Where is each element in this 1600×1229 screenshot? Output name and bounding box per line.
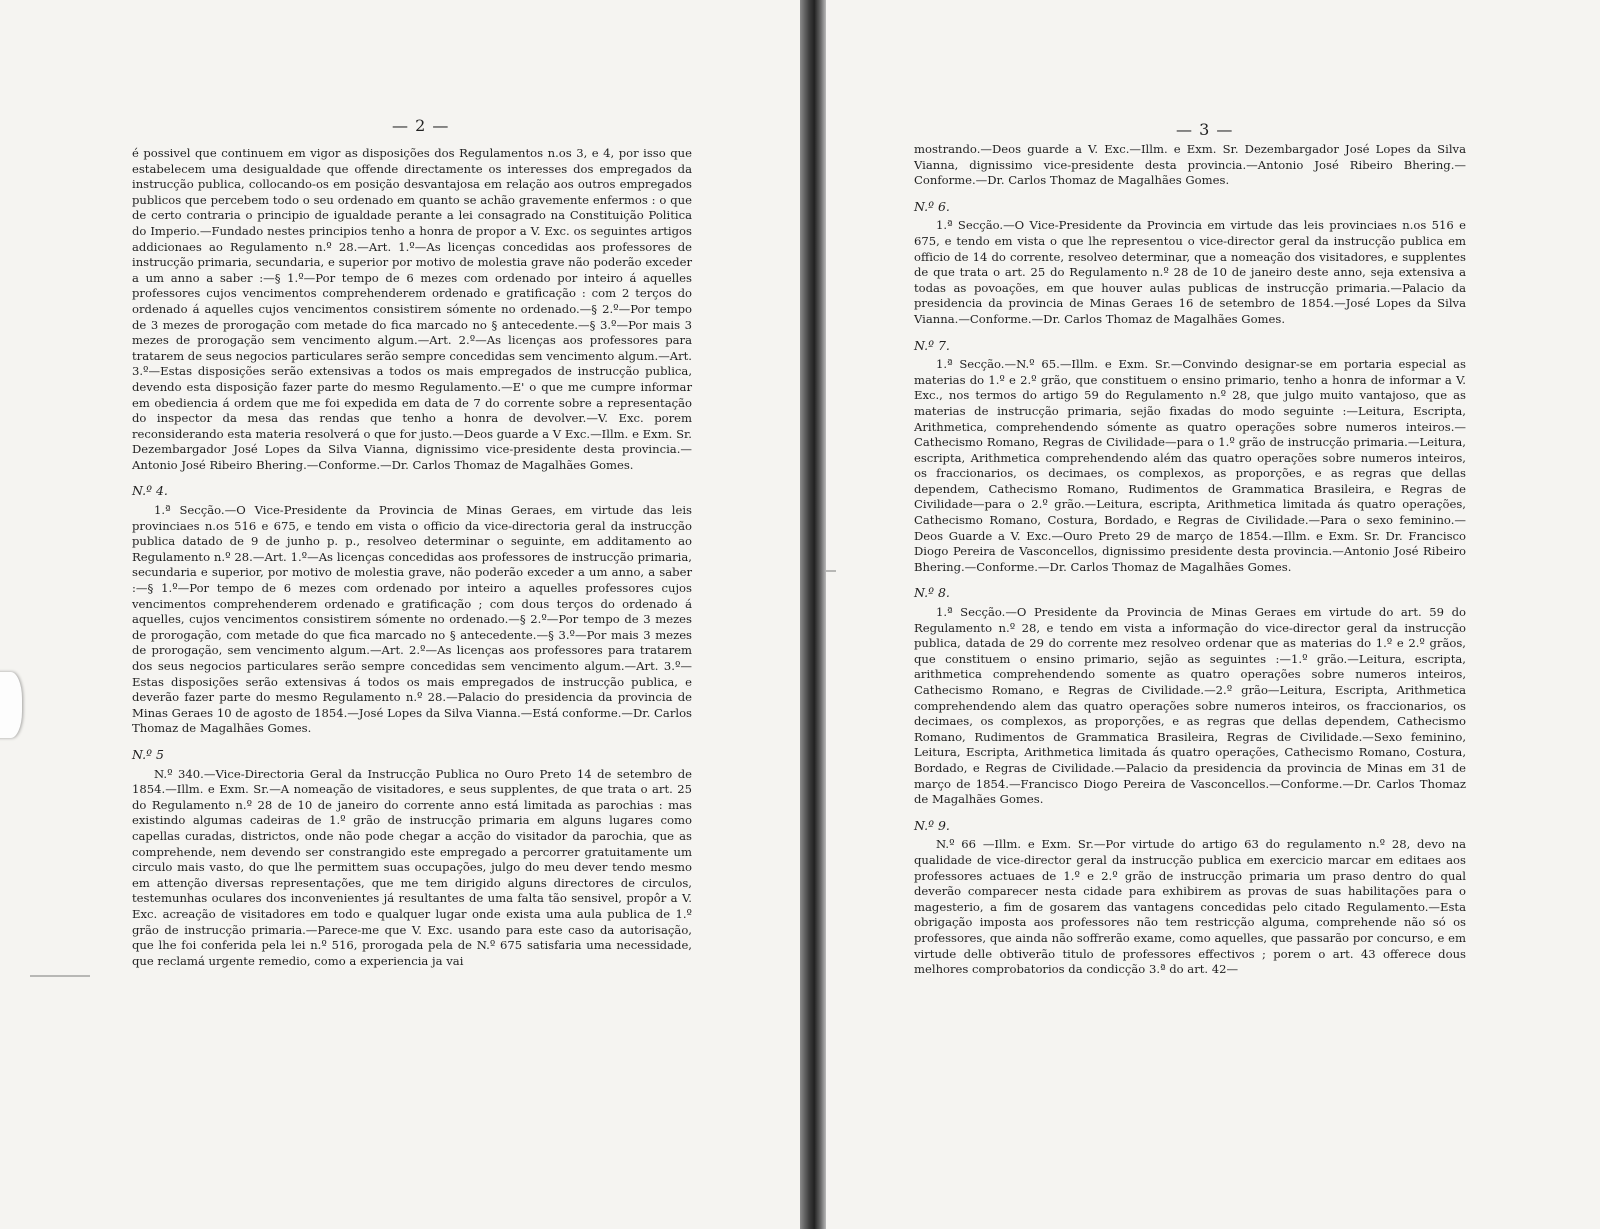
document-number-heading: N.º 6. [914,198,950,214]
document-number-heading: N.º 4. [132,483,168,499]
document-paragraph: mostrando.—Deos guarde a V. Exc.—Illm. e Exm. Sr. Dezembargador José Lopes da Silva Vianna, dignissimo vice-presidente desta provincia.—Antonio José Ribeiro Bhering.—Conforme.—Dr. Carlos Thomaz de Magalhães Gomes. [914,142,1466,188]
text-column-left [132,146,692,969]
document-paragraph: é possivel que continuem em vigor as disposições dos Regulamentos n.os 3, e 4, por isso que estabelecem uma desigualdade que offende directamente os interesses dos empregados da instrucção publica, collocando-os em posição desvantajosa em relação aos outros empregados publicos que percebem todo o seu ordenado em quanto se achão gravemente enfermos : o que de certo contraria o principio de igualdade perante a lei consagrado na Constituição Politica do Imperio.—Fundado nestes principios tenho a honra de propor a V. Exc. os seguintes artigos addicionaes ao Regulamento n.º 28.—Art. 1.º—As licenças concedidas aos professores de instrucção primaria, secundaria, e superior por motivo de molestia grave não poderão exceder a um anno a saber :—§ 1.º—Por tempo de 6 mezes com ordenado por inteiro á aquelles professores cujos vencimentos comprehenderem ordenado e gratificação : com 2 terços do ordenado á aquelles cujos vencimentos consistirem sómente no ordenado.—§ 2.º—Por tempo de 3 mezes de prorogação com metade do fica marcado no § antecedente.—§ 3.º—Por mais 3 mezes de prorogação sem vencimento algum.—Art. 2.º—As licenças aos professores para tratarem de seus negocios particulares serão sempre concedidas sem vencimento algum.—Art. 3.º—Estas disposições serão extensivas a todos os mais empregados de instrucção publica, devendo esta disposição fazer parte do mesmo Regulamento.—E' o que me cumpre informar em obediencia á ordem que me foi expedida em data de 7 do corrente sobre a representação do inspector da mesa das rendas que tenho a honra de devolver.—V. Exc. porem reconsiderando esta materia resolverá o que for justo.—Deos guarde a V Exc.—Illm. e Exm. Sr. Dezembargador José Lopes da Silva Vianna, dignissimo vice-presidente desta provincia.—Antonio José Ribeiro Bhering.—Conforme.—Dr. Carlos Thomaz de Magalhães Gomes. [132,146,692,472]
document-number-heading: N.º 9. [914,817,950,833]
ink-smudge [826,570,836,572]
document-number-heading: N.º 7. [914,337,950,353]
document-paragraph: 1.ª Secção.—O Vice-Presidente da Provincia de Minas Geraes, em virtude das leis provinciaes n.os 516 e 675, e tendo em vista o officio da vice-directoria geral da instrucção publica datado de 9 de junho p. p., resolveo determinar o seguinte, em additamento ao Regulamento n.º 28.—Art. 1.º—As licenças concedidas aos professores de instrucção primaria, secundaria e superior, por motivo de molestia grave, não poderão exceder a um anno, a saber :—§ 1.º—Por tempo de 6 mezes com ordenado por inteiro a aquelles professores cujos vencimentos comprehenderem ordenado e gratificação ; com dous terços do ordenado á aquelles, cujos vencimentos consistirem sómente no ordenado.—§ 2.º—Por tempo de 3 mezes de prorogação, com metade do que fica marcado no § antecedente.—§ 3.º—Por mais 3 mezes de prorogação, sem vencimento algum.—Art. 2.º—As licenças aos professores para tratarem dos seus negocios particulares serão sempre concedidas sem vencimento algum.—Art. 3.º—Estas disposições serão extensivas á todos os mais empregados de instrucção publica, e deverão fazer parte do mesmo Regulamento n.º 28.—Palacio do presidencia da provincia de Minas Geraes 10 de agosto de 1854.—José Lopes da Silva Vianna.—Está conforme.—Dr. Carlos Thomaz de Magalhães Gomes. [132,503,692,736]
document-paragraph: N.º 340.—Vice-Directoria Geral da Instrucção Publica no Ouro Preto 14 de setembro de 1854.—Illm. e Exm. Sr.—A nomeação de visitadores, e seus supplentes, de que trata o art. 25 do Regulamento n.º 28 de 10 de janeiro do corrente anno está limitada as parochias : mas existindo algumas cadeiras de 1.º grão de instrucção primaria em alguns lugares como capellas curadas, districtos, onde não pode chegar a acção do visitador da parochia, que as comprehende, nem devendo ser constrangido este empregado a percorrer gratuitamente um circulo mais vasto, do que lhe permittem suas occupações, julgo do meu dever tendo mesmo em attenção diversas representações, que me tem dirigido alguns directores de circulos, testemunhas oculares dos inconvenientes já resultantes de uma falta tão sensivel, propôr a V. Exc. acreação de visitadores em todo e qualquer lugar onde exista uma aula publica de 1.º grão de instrucção primaria.—Parece-me que V. Exc. usando para este caso da autorisação, que lhe foi conferida pela lei n.º 516, prorogada pela de N.º 675 satisfaria uma necessidade, que reclamá urgente remedio, como a experiencia ja vai [132,766,692,968]
book-gutter [800,0,826,1229]
document-number-heading: N.º 5 [132,746,164,762]
ink-smudge [30,975,90,977]
document-number-heading: N.º 8. [914,585,950,601]
right-page [826,0,1600,1229]
page-binding-mark [0,672,22,738]
page-number: — 2 — [392,116,450,135]
document-paragraph: 1.ª Secção.—O Presidente da Provincia de Minas Geraes em virtude do art. 59 do Regulamento n.º 28, e tendo em vista a informação do vice-director geral da instrucção publica, datada de 29 do corrente mez resolveo ordenar que as materias do 1.º e 2.º grãos, que constituem o ensino primario, sejão as seguintes :—1.º grão.—Leitura, escripta, arithmetica comprehendendo somente as quatro operações sobre numeros inteiros, Cathecismo Romano, e Regras de Civilidade.—2.º grão—Leitura, Escripta, Arithmetica comprehendendo alem das quatro operações sobre numeros inteiros, os fraccionarios, os decimaes, os complexos, as proporções, e as regras que dellas dependem, Cathecismo Romano, Rudimentos de Grammatica Brasileira, Regras de Civilidade.—Sexo feminino, Leitura, Escripta, Arithmetica limitada ás quatro operações, Cathecismo Romano, Costura, Bordado, e Regras de Civilidade.—Palacio da presidencia da provincia de Minas em 31 de março de 1854.—Francisco Diogo Pereira de Vasconcellos.—Conforme.—Dr. Carlos Thomaz de Magalhães Gomes. [914,605,1466,807]
document-paragraph: N.º 66 —Illm. e Exm. Sr.—Por virtude do artigo 63 do regulamento n.º 28, devo na qualidade de vice-director geral da instrucção publica em exercicio marcar em editaes aos professores actuaes de 1.º e 2.º grão de instrucção primaria um praso dentro do qual deverão comparecer nesta cidade para exhibirem as provas de suas habilitações para o magesterio, a fim de gosarem das vantagens concedidas pelo citado Regulamento.—Esta obrigação imposta aos professores não tem restricção alguma, comprehende não só os professores, que ainda não soffrerão exame, como aquelles, que passarão por concurso, e em virtude delle obtiverão titulo de professores effectivos ; porem o art. 43 offerece dous melhores comprobatorios da condicção 3.ª do art. 42— [914,837,1466,977]
text-column-right [914,142,1466,978]
document-paragraph: 1.ª Secção.—O Vice-Presidente da Provincia em virtude das leis provinciaes n.os 516 e 675, e tendo em vista o que lhe representou o vice-director geral da instrucção publica em officio de 14 do corrente, resolveo determinar, que a nomeação dos visitadores, e supplentes de que trata o art. 25 do Regulamento n.º 28 de 10 de janeiro deste anno, seja extensiva a todas as povoações, em que houver aulas publicas de instrucção primaria.—Palacio da presidencia da provincia de Minas Geraes 16 de setembro de 1854.—José Lopes da Silva Vianna.—Conforme.—Dr. Carlos Thomaz de Magalhães Gomes. [914,218,1466,326]
document-paragraph: 1.ª Secção.—N.º 65.—Illm. e Exm. Sr.—Convindo designar-se em portaria especial as materias do 1.º e 2.º grão, que constituem o ensino primario, tenho a honra de informar a V. Exc., nos termos do artigo 59 do Regulamento n.º 28, que julgo muito vantajoso, que as materias de instrucção primaria, sejão fixadas do modo seguinte :—Leitura, Escripta, Arithmetica, comprehendendo sómente as quatro operações sobre numeros inteiros.—Cathecismo Romano, Regras de Civilidade—para o 1.º grão de instrucção primaria.—Leitura, escripta, Arithmetica comprehendendo além das quatro operações sobre numeros inteiros, os fraccionarios, os decimaes, os complexos, as proporções, e as regras que dellas dependem, Cathecismo Romano, Rudimentos de Grammatica Brasileira, e Regras de Civilidade—para o 2.º grão.—Leitura, escripta, Arithmetica limitada ás quatro operações, Cathecismo Romano, Costura, Bordado, e Regras de Civilidade.—Para o sexo feminino.—Deos Guarde a V. Exc.—Ouro Preto 29 de março de 1854.—Illm. e Exm. Sr. Dr. Francisco Diogo Pereira de Vasconcellos, dignissimo presidente desta provincia.—Antonio José Ribeiro Bhering.—Conforme.—Dr. Carlos Thomaz de Magalhães Gomes. [914,357,1466,574]
page-number: — 3 — [1176,120,1234,139]
